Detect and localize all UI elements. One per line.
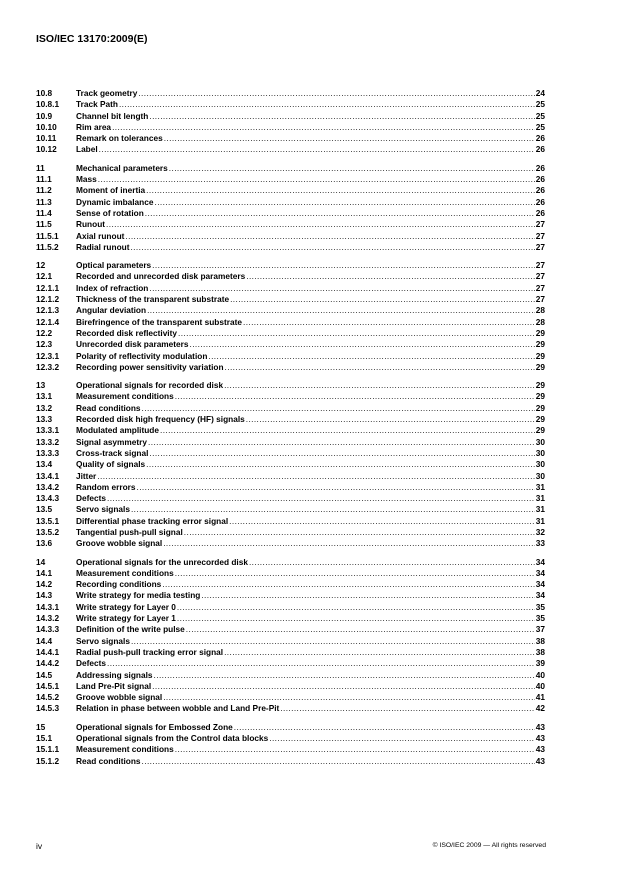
toc-entry-number: 13.4.2 bbox=[36, 481, 60, 492]
toc-dot-leader bbox=[142, 403, 535, 414]
toc-entry-title: Servo signals bbox=[76, 635, 130, 646]
toc-dot-leader bbox=[234, 722, 535, 733]
toc-entry[interactable] bbox=[36, 122, 545, 133]
toc-section bbox=[36, 557, 545, 715]
toc-dot-leader bbox=[163, 692, 535, 703]
toc-entry[interactable] bbox=[36, 733, 545, 744]
toc-entry-title: Land Pre-Pit signal bbox=[76, 680, 152, 691]
toc-entry-number: 10.8.1 bbox=[36, 99, 60, 110]
toc-dot-leader bbox=[164, 133, 535, 144]
toc-entry-page: 43 bbox=[535, 733, 545, 744]
toc-entry-number: 11.4 bbox=[36, 207, 52, 218]
toc-entry-title: Recording power sensitivity variation bbox=[76, 361, 224, 372]
toc-entry-title: Angular deviation bbox=[76, 305, 147, 316]
toc-dot-leader bbox=[107, 493, 535, 504]
toc-entry-page: 43 bbox=[535, 744, 545, 755]
toc-entry[interactable] bbox=[36, 437, 545, 448]
toc-entry[interactable] bbox=[36, 260, 545, 271]
toc-entry-page: 26 bbox=[535, 133, 545, 144]
toc-dot-leader bbox=[246, 414, 535, 425]
toc-entry[interactable] bbox=[36, 670, 545, 681]
toc-dot-leader bbox=[230, 294, 535, 305]
toc-entry[interactable] bbox=[36, 328, 545, 339]
toc-entry-page: 30 bbox=[535, 459, 545, 470]
toc-dot-leader bbox=[175, 744, 535, 755]
toc-entry-number: 14.5.1 bbox=[36, 680, 60, 691]
toc-entry-title: Recorded and unrecorded disk parameters bbox=[76, 271, 246, 282]
toc-entry[interactable] bbox=[36, 197, 545, 208]
toc-entry-title: Operational signals for recorded disk bbox=[76, 380, 224, 391]
toc-entry-title: Operational signals for the unrecorded disk bbox=[76, 556, 248, 567]
toc-entry-title: Write strategy for media testing bbox=[76, 590, 201, 601]
toc-entry-page: 29 bbox=[535, 425, 545, 436]
toc-entry-page: 34 bbox=[535, 567, 545, 578]
toc-section bbox=[36, 722, 545, 767]
toc-entry-page: 24 bbox=[535, 88, 545, 98]
toc-entry[interactable] bbox=[36, 722, 545, 733]
toc-entry[interactable] bbox=[36, 624, 545, 635]
toc-entry-number: 12.1.2 bbox=[36, 294, 60, 305]
toc-entry-title: Relation in phase between wobble and Land Pre-Pit bbox=[76, 703, 280, 714]
toc-entry[interactable] bbox=[36, 403, 545, 414]
toc-dot-leader bbox=[152, 681, 535, 692]
toc-entry[interactable] bbox=[36, 174, 545, 185]
toc-entry-number: 12.1.1 bbox=[36, 282, 60, 293]
toc-entry-number: 14.1 bbox=[36, 567, 53, 578]
toc-entry-page: 29 bbox=[535, 391, 545, 402]
toc-entry-number: 11.5.2 bbox=[36, 241, 59, 252]
toc-entry-title: Random errors bbox=[76, 481, 136, 492]
toc-entry[interactable] bbox=[36, 658, 545, 669]
toc-entry-number: 13.3.2 bbox=[36, 436, 60, 447]
toc-entry-title: Differential phase tracking error signal bbox=[76, 515, 229, 526]
copyright-notice: © ISO/IEC 2009 — All rights reserved bbox=[432, 842, 546, 849]
toc-entry-number: 12.1.3 bbox=[36, 305, 60, 316]
toc-entry-title: Radial push-pull tracking error signal bbox=[76, 646, 224, 657]
toc-entry-number: 13 bbox=[36, 380, 46, 391]
toc-entry-page: 43 bbox=[535, 755, 545, 766]
toc-dot-leader bbox=[154, 670, 535, 681]
toc-entry-title: Recorded disk reflectivity bbox=[76, 327, 177, 338]
toc-entry[interactable] bbox=[36, 425, 545, 436]
toc-entry[interactable] bbox=[36, 271, 545, 282]
toc-entry-number: 11.5 bbox=[36, 219, 52, 230]
toc-entry-title: Defects bbox=[76, 493, 106, 504]
toc-entry-title: Tangential push-pull signal bbox=[76, 526, 183, 537]
toc-entry[interactable] bbox=[36, 703, 545, 714]
toc-entry-title: Signal asymmetry bbox=[76, 436, 148, 447]
toc-dot-leader bbox=[148, 437, 535, 448]
toc-entry-page: 39 bbox=[535, 658, 545, 669]
toc-entry[interactable] bbox=[36, 391, 545, 402]
toc-entry[interactable] bbox=[36, 681, 545, 692]
toc-entry[interactable] bbox=[36, 111, 545, 122]
toc-entry-number: 13.4.3 bbox=[36, 493, 60, 504]
toc-entry-title: Channel bit length bbox=[76, 110, 149, 121]
toc-entry-title: Radial runout bbox=[76, 241, 130, 252]
toc-dot-leader bbox=[280, 703, 534, 714]
toc-entry-title: Jitter bbox=[76, 470, 97, 481]
toc-entry-title: Operational signals for Embossed Zone bbox=[76, 721, 233, 732]
toc-entry-title: Write strategy for Layer 1 bbox=[76, 613, 176, 624]
toc-dot-leader bbox=[175, 568, 535, 579]
toc-entry-number: 13.5 bbox=[36, 504, 53, 515]
toc-entry-number: 11 bbox=[36, 162, 45, 173]
toc-entry[interactable] bbox=[36, 568, 545, 579]
toc-section bbox=[36, 260, 545, 373]
toc-entry-page: 29 bbox=[535, 361, 545, 372]
toc-entry-title: Optical parameters bbox=[76, 260, 152, 271]
toc-entry-page: 34 bbox=[535, 590, 545, 601]
toc-entry-number: 13.3.3 bbox=[36, 447, 60, 458]
toc-entry-title: Operational signals from the Control data blocks bbox=[76, 733, 269, 744]
toc-section bbox=[36, 163, 545, 253]
toc-entry[interactable] bbox=[36, 557, 545, 568]
toc-entry-number: 15.1.2 bbox=[36, 755, 60, 766]
toc-entry-number: 11.1 bbox=[36, 174, 52, 185]
toc-entry-page: 29 bbox=[535, 402, 545, 413]
toc-entry-title: Measurement conditions bbox=[76, 391, 174, 402]
toc-entry-page: 29 bbox=[535, 380, 545, 391]
toc-entry-title: Rim area bbox=[76, 121, 112, 132]
toc-entry-page: 26 bbox=[535, 174, 545, 185]
toc-entry[interactable] bbox=[36, 613, 545, 624]
toc-entry-page: 40 bbox=[535, 669, 545, 680]
toc-entry-title: Sense of rotation bbox=[76, 207, 144, 218]
toc-entry-page: 26 bbox=[535, 207, 545, 218]
toc-entry[interactable] bbox=[36, 482, 545, 493]
toc-entry-number: 15.1 bbox=[36, 733, 53, 744]
toc-dot-leader bbox=[201, 590, 534, 601]
toc-entry-title: Index of refraction bbox=[76, 282, 149, 293]
toc-entry[interactable] bbox=[36, 163, 545, 174]
toc-entry-number: 15.1.1 bbox=[36, 744, 60, 755]
toc-entry-title: Recording conditions bbox=[76, 579, 162, 590]
toc-dot-leader bbox=[147, 305, 535, 316]
toc-entry-page: 26 bbox=[535, 162, 545, 173]
toc-entry-title: Write strategy for Layer 0 bbox=[76, 601, 176, 612]
toc-dot-leader bbox=[177, 613, 535, 624]
toc-entry-page: 28 bbox=[535, 305, 545, 316]
toc-entry-number: 10.11 bbox=[36, 133, 57, 144]
toc-dot-leader bbox=[145, 208, 535, 219]
toc-entry-title: Cross-track signal bbox=[76, 447, 149, 458]
toc-entry[interactable] bbox=[36, 88, 545, 99]
toc-entry-page: 26 bbox=[535, 144, 545, 155]
toc-entry-page: 29 bbox=[535, 327, 545, 338]
toc-dot-leader bbox=[125, 231, 534, 242]
toc-entry-title: Mechanical parameters bbox=[76, 162, 168, 173]
toc-entry-title: Measurement conditions bbox=[76, 567, 174, 578]
toc-entry[interactable] bbox=[36, 231, 545, 242]
toc-entry-title: Polarity of reflectivity modulation bbox=[76, 350, 208, 361]
toc-entry[interactable] bbox=[36, 647, 545, 658]
toc-entry-page: 42 bbox=[535, 703, 545, 714]
toc-entry-page: 31 bbox=[535, 493, 545, 504]
toc-dot-leader bbox=[177, 602, 535, 613]
toc-entry-number: 14.5.3 bbox=[36, 703, 60, 714]
toc-entry-number: 12.3 bbox=[36, 339, 53, 350]
toc-entry-number: 12.3.1 bbox=[36, 350, 60, 361]
toc-entry-number: 12.2 bbox=[36, 327, 53, 338]
toc-entry-page: 38 bbox=[535, 635, 545, 646]
toc-entry-page: 37 bbox=[535, 624, 545, 635]
toc-entry-page: 41 bbox=[535, 692, 545, 703]
toc-entry-page: 27 bbox=[535, 230, 545, 241]
toc-entry[interactable] bbox=[36, 590, 545, 601]
toc-entry-title: Mass bbox=[76, 174, 97, 185]
toc-entry-page: 40 bbox=[535, 680, 545, 691]
toc-entry-page: 34 bbox=[535, 579, 545, 590]
toc-dot-leader bbox=[136, 482, 534, 493]
toc-entry-number: 10.9 bbox=[36, 110, 53, 121]
toc-entry-number: 10.8 bbox=[36, 88, 53, 98]
toc-entry-number: 11.3 bbox=[36, 196, 52, 207]
toc-entry-page: 35 bbox=[535, 613, 545, 624]
toc-dot-leader bbox=[178, 328, 535, 339]
toc-dot-leader bbox=[138, 88, 534, 99]
toc-entry-number: 14.2 bbox=[36, 579, 53, 590]
toc-dot-leader bbox=[149, 448, 534, 459]
toc-entry[interactable] bbox=[36, 493, 545, 504]
toc-entry[interactable] bbox=[36, 144, 545, 155]
toc-entry-number: 12.1 bbox=[36, 271, 53, 282]
toc-dot-leader bbox=[229, 516, 535, 527]
toc-entry-number: 13.5.1 bbox=[36, 515, 60, 526]
page-number: iv bbox=[36, 841, 43, 851]
toc-entry-number: 14.5 bbox=[36, 669, 53, 680]
toc-entry[interactable] bbox=[36, 579, 545, 590]
toc-dot-leader bbox=[112, 122, 535, 133]
toc-entry-number: 13.4 bbox=[36, 459, 53, 470]
toc-entry-page: 25 bbox=[535, 99, 545, 110]
toc-dot-leader bbox=[163, 538, 535, 549]
toc-dot-leader bbox=[119, 99, 535, 110]
toc-entry[interactable] bbox=[36, 317, 545, 328]
toc-entry-title: Axial runout bbox=[76, 230, 125, 241]
toc-entry-number: 10.12 bbox=[36, 144, 57, 155]
toc-dot-leader bbox=[97, 471, 534, 482]
toc-entry-page: 25 bbox=[535, 110, 545, 121]
toc-entry-number: 14.3.3 bbox=[36, 624, 60, 635]
toc-entry[interactable] bbox=[36, 538, 545, 549]
toc-dot-leader bbox=[149, 111, 534, 122]
toc-dot-leader bbox=[224, 647, 535, 658]
toc-entry-page: 26 bbox=[535, 185, 545, 196]
toc-dot-leader bbox=[98, 174, 535, 185]
toc-dot-leader bbox=[130, 242, 534, 253]
toc-entry[interactable] bbox=[36, 448, 545, 459]
toc-entry[interactable] bbox=[36, 744, 545, 755]
toc-dot-leader bbox=[162, 579, 534, 590]
toc-entry-number: 12.3.2 bbox=[36, 361, 60, 372]
toc-entry-title: Track geometry bbox=[76, 88, 138, 98]
toc-entry-page: 28 bbox=[535, 316, 545, 327]
toc-entry-number: 13.5.2 bbox=[36, 526, 60, 537]
toc-entry-title: Remark on tolerances bbox=[76, 133, 163, 144]
toc-dot-leader bbox=[142, 756, 535, 767]
toc-dot-leader bbox=[184, 527, 535, 538]
toc-dot-leader bbox=[131, 504, 535, 515]
toc-dot-leader bbox=[225, 362, 535, 373]
toc-entry[interactable] bbox=[36, 133, 545, 144]
toc-dot-leader bbox=[131, 636, 535, 647]
toc-dot-leader bbox=[154, 197, 534, 208]
toc-entry-page: 27 bbox=[535, 241, 545, 252]
toc-entry-title: Birefringence of the transparent substrate bbox=[76, 316, 242, 327]
toc-dot-leader bbox=[246, 271, 535, 282]
toc-dot-leader bbox=[149, 283, 534, 294]
toc-entry[interactable] bbox=[36, 414, 545, 425]
toc-entry-number: 13.1 bbox=[36, 391, 53, 402]
toc-dot-leader bbox=[106, 219, 535, 230]
toc-dot-leader bbox=[175, 391, 535, 402]
toc-entry-number: 14.3 bbox=[36, 590, 53, 601]
toc-entry-number: 12 bbox=[36, 260, 46, 271]
toc-entry[interactable] bbox=[36, 219, 545, 230]
toc-entry-page: 27 bbox=[535, 260, 545, 271]
toc-entry[interactable] bbox=[36, 692, 545, 703]
toc-entry[interactable] bbox=[36, 527, 545, 538]
toc-entry-page: 34 bbox=[535, 556, 545, 567]
toc-dot-leader bbox=[107, 658, 535, 669]
toc-entry-number: 15 bbox=[36, 721, 46, 732]
toc-section bbox=[36, 380, 545, 549]
toc-entry-title: Thickness of the transparent substrate bbox=[76, 294, 230, 305]
toc-dot-leader bbox=[146, 185, 535, 196]
toc-dot-leader bbox=[243, 317, 535, 328]
toc-entry[interactable] bbox=[36, 636, 545, 647]
toc-entry[interactable] bbox=[36, 339, 545, 350]
table-of-contents bbox=[36, 88, 545, 767]
toc-dot-leader bbox=[269, 733, 535, 744]
toc-entry-number: 10.10 bbox=[36, 121, 57, 132]
toc-entry-page: 27 bbox=[535, 282, 545, 293]
toc-entry[interactable] bbox=[36, 380, 545, 391]
toc-entry-number: 14.3.1 bbox=[36, 601, 60, 612]
toc-entry-title: Quality of signals bbox=[76, 459, 146, 470]
toc-entry-title: Servo signals bbox=[76, 504, 130, 515]
toc-entry[interactable] bbox=[36, 305, 545, 316]
toc-entry-number: 14.4 bbox=[36, 635, 53, 646]
document-header: ISO/IEC 13170:2009(E) bbox=[36, 33, 148, 45]
toc-entry[interactable] bbox=[36, 242, 545, 253]
toc-entry-page: 27 bbox=[535, 294, 545, 305]
toc-dot-leader bbox=[169, 163, 535, 174]
toc-entry-page: 26 bbox=[535, 196, 545, 207]
toc-entry-number: 13.2 bbox=[36, 402, 53, 413]
toc-entry-page: 25 bbox=[535, 121, 545, 132]
toc-entry-page: 30 bbox=[535, 470, 545, 481]
toc-entry-title: Addressing signals bbox=[76, 669, 153, 680]
toc-entry-title: Dynamic imbalance bbox=[76, 196, 154, 207]
toc-entry[interactable] bbox=[36, 294, 545, 305]
toc-entry-title: Modulated amplitude bbox=[76, 425, 159, 436]
toc-entry-page: 29 bbox=[535, 350, 545, 361]
toc-entry-page: 30 bbox=[535, 436, 545, 447]
toc-entry-page: 38 bbox=[535, 646, 545, 657]
toc-entry-title: Defects bbox=[76, 658, 106, 669]
toc-entry[interactable] bbox=[36, 362, 545, 373]
toc-entry-number: 13.3.1 bbox=[36, 425, 60, 436]
toc-entry-number: 11.5.1 bbox=[36, 230, 59, 241]
toc-entry[interactable] bbox=[36, 504, 545, 515]
toc-entry-title: Read conditions bbox=[76, 755, 141, 766]
toc-entry-page: 29 bbox=[535, 414, 545, 425]
toc-entry[interactable] bbox=[36, 602, 545, 613]
toc-dot-leader bbox=[190, 339, 535, 350]
toc-entry-page: 27 bbox=[535, 219, 545, 230]
toc-entry[interactable] bbox=[36, 471, 545, 482]
toc-entry-title: Unrecorded disk parameters bbox=[76, 339, 189, 350]
toc-dot-leader bbox=[186, 624, 535, 635]
toc-entry-title: Read conditions bbox=[76, 402, 141, 413]
toc-entry-number: 14.4.1 bbox=[36, 646, 60, 657]
toc-entry-title: Moment of inertia bbox=[76, 185, 146, 196]
toc-dot-leader bbox=[249, 557, 535, 568]
toc-entry[interactable] bbox=[36, 185, 545, 196]
toc-entry-title: Track Path bbox=[76, 99, 118, 110]
toc-entry-page: 29 bbox=[535, 339, 545, 350]
toc-entry-title: Recorded disk high frequency (HF) signals bbox=[76, 414, 245, 425]
toc-section bbox=[36, 88, 545, 156]
toc-entry-number: 13.3 bbox=[36, 414, 53, 425]
toc-entry-page: 33 bbox=[535, 538, 545, 549]
toc-dot-leader bbox=[99, 144, 535, 155]
toc-entry-number: 14 bbox=[36, 556, 46, 567]
toc-entry-page: 32 bbox=[535, 526, 545, 537]
toc-entry-page: 43 bbox=[535, 721, 545, 732]
toc-entry-title: Definition of the write pulse bbox=[76, 624, 185, 635]
toc-entry[interactable] bbox=[36, 351, 545, 362]
toc-entry[interactable] bbox=[36, 459, 545, 470]
toc-entry-number: 14.4.2 bbox=[36, 658, 60, 669]
toc-dot-leader bbox=[160, 425, 535, 436]
toc-entry-number: 14.3.2 bbox=[36, 613, 60, 624]
toc-entry-number: 12.1.4 bbox=[36, 316, 60, 327]
toc-entry-title: Groove wobble signal bbox=[76, 692, 163, 703]
toc-entry[interactable] bbox=[36, 756, 545, 767]
toc-entry-title: Groove wobble signal bbox=[76, 538, 163, 549]
toc-entry-page: 31 bbox=[535, 481, 545, 492]
toc-entry[interactable] bbox=[36, 283, 545, 294]
toc-dot-leader bbox=[224, 380, 535, 391]
toc-dot-leader bbox=[152, 260, 535, 271]
toc-entry-title: Label bbox=[76, 144, 98, 155]
toc-entry-number: 11.2 bbox=[36, 185, 52, 196]
toc-entry-page: 31 bbox=[535, 504, 545, 515]
toc-entry-page: 35 bbox=[535, 601, 545, 612]
toc-entry-number: 14.5.2 bbox=[36, 692, 60, 703]
toc-entry-page: 31 bbox=[535, 515, 545, 526]
toc-dot-leader bbox=[146, 459, 535, 470]
toc-dot-leader bbox=[208, 351, 534, 362]
toc-entry[interactable] bbox=[36, 516, 545, 527]
toc-entry-page: 27 bbox=[535, 271, 545, 282]
toc-entry-title: Measurement conditions bbox=[76, 744, 174, 755]
toc-entry-page: 30 bbox=[535, 447, 545, 458]
toc-entry[interactable] bbox=[36, 208, 545, 219]
toc-entry-number: 13.6 bbox=[36, 538, 53, 549]
toc-entry[interactable] bbox=[36, 99, 545, 110]
toc-entry-title: Runout bbox=[76, 219, 106, 230]
toc-entry-number: 13.4.1 bbox=[36, 470, 60, 481]
